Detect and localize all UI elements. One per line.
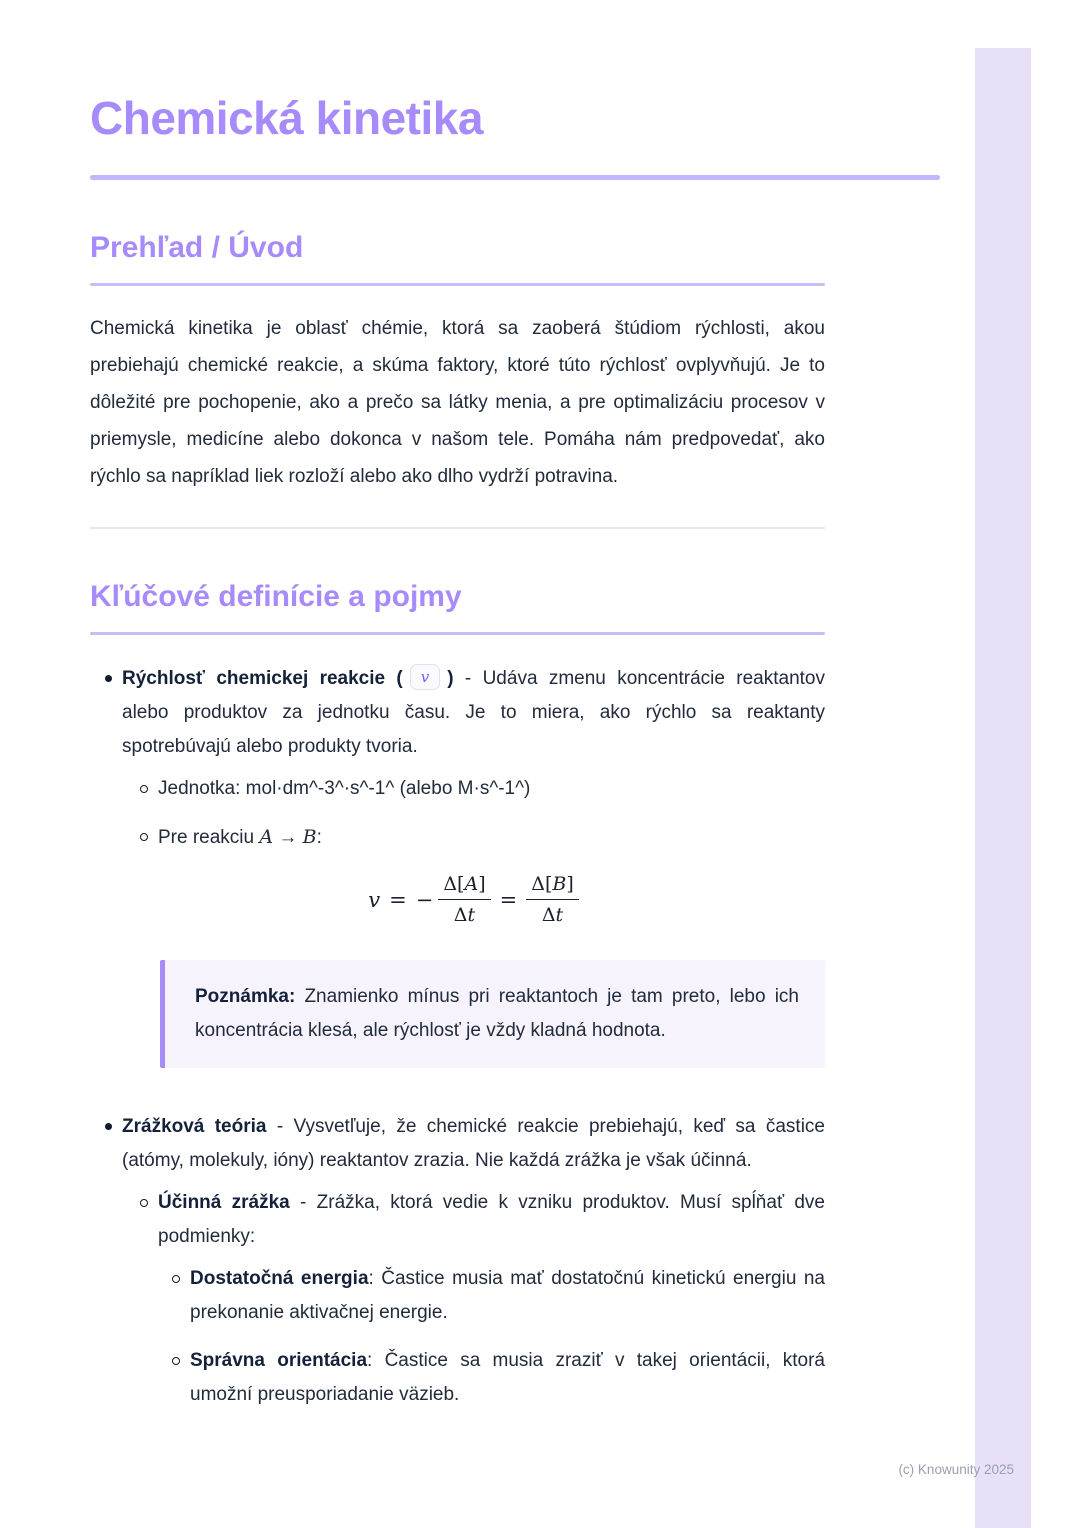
math-token-delta-bracket: Δ[ [443,873,465,895]
math-token-delta: Δ [453,904,468,926]
effective-text [158,1186,825,1254]
note-text: Znamienko mínus pri reaktantoch je tam preto, lebo ich koncentrácia klesá, ale rýchlosť je vždy kladná hodnota. [195,986,799,1041]
math-token-bracket-close: ] [566,873,574,895]
fraction-denominator [542,900,563,926]
section-heading-definitions: Kľúčové definície a pojmy [90,580,462,613]
math-token-v: v [368,887,381,912]
effective-rest: - Zrážka, ktorá vedie k vzniku produktov. Musí spĺňať dve podmienky: [158,1192,825,1247]
bullet-circle-icon [172,1357,180,1365]
note-callout [160,960,825,1068]
math-var-t: t [467,904,476,926]
reaction-arrow: → [273,827,303,848]
reaction-colon: : [316,827,322,848]
section-divider [90,527,825,529]
list-item-collision-body [122,1110,825,1412]
math-token-bracket-close: ] [478,873,486,895]
rate-equation [122,873,825,926]
intro-heading-divider [90,283,825,286]
collision-sub-list [140,1186,825,1412]
bullet-circle-icon [172,1275,180,1283]
orientation-text [190,1344,825,1412]
rate-term-bold: Rýchlosť chemickej reakcie ( [122,668,403,689]
fraction-delta-a [438,873,490,926]
collision-definition-text [122,1110,825,1178]
math-token-delta: Δ [541,904,556,926]
unit-text: Jednotka: mol·dm^-3^·s^-1^ (alebo M·s^-1^) [158,778,531,799]
list-item-orientation [172,1344,825,1412]
intro-paragraph: Chemická kinetika je oblasť chémie, ktorá sa zaoberá štúdiom rýchlosti, akou prebiehajú chemické reakcie, a skúma faktory, ktoré túto rýchlosť ovplyvňujú. Je to dôležité pre pochopenie, ako a prečo sa látky menia, a pre optimalizáciu procesov v priemysle, medicíne alebo dokonca v našom tele. Pomáha nám predpovedať, ako rýchlo sa napríklad liek rozloží alebo ako dlho vydrží potravina. [90,318,825,487]
inline-code-text: v [420,668,430,686]
document-content [90,0,940,1412]
energy-text [190,1262,825,1330]
math-token-minus: − [415,887,434,912]
definitions-list [90,662,825,1412]
math-var-a: A [464,873,479,895]
math-var-a: A [259,826,274,848]
math-var-t: t [555,904,564,926]
orientation-rest: : Častice sa musia zraziť v takej orientácii, ktorá umožní preusporiadanie väzieb. [190,1350,825,1405]
definitions-heading-divider [90,632,825,635]
inline-code-chip [410,664,440,690]
right-margin-strip [975,48,1031,1528]
note-label: Poznámka: [195,986,296,1007]
list-item-effective [140,1186,825,1412]
bullet-circle-icon [140,1199,148,1207]
math-var-b: B [552,873,567,895]
reaction-text [158,820,825,855]
rate-term-bold-close: ) [447,668,454,689]
rate-definition-text [122,662,825,764]
fraction-delta-b [526,873,579,926]
bullet-circle-icon [140,785,148,793]
collision-term-bold: Zrážková teória [122,1116,267,1137]
math-token-equals: = [499,887,518,912]
list-item-rate-body [122,662,825,1072]
rate-definition-rest: - Udáva zmenu koncentrácie reaktantov alebo produktov za jednotku času. Je to miera, ako rýchlo sa reaktanty spotrebúvajú alebo produkty tvoria. [122,668,825,757]
list-item-energy [172,1262,825,1330]
effective-term-bold: Účinná zrážka [158,1192,290,1213]
conditions-list [172,1262,825,1412]
list-item-rate [90,662,825,1072]
title-divider [90,175,940,180]
fraction-denominator [454,900,475,926]
copyright-footer: (c) Knowunity 2025 [898,1462,1014,1477]
collision-definition-rest: - Vysvetľuje, že chemické reakcie prebiehajú, keď sa častice (atómy, molekuly, ióny) reaktantov zrazia. Nie každá zrážka je však účinná. [122,1116,825,1171]
orientation-term-bold: Správna orientácia [190,1350,368,1371]
math-token-delta-bracket: Δ[ [531,873,553,895]
energy-term-bold: Dostatočná energia [190,1268,369,1289]
fraction-numerator [526,873,579,900]
fraction-numerator [438,873,490,900]
section-heading-intro: Prehľad / Úvod [90,231,304,264]
reaction-pre: Pre reakciu [158,827,260,848]
math-token-equals: = [389,887,407,912]
bullet-disc-icon [105,1123,112,1130]
rate-sub-list [140,772,825,855]
math-var-b: B [302,826,317,848]
page-title: Chemická kinetika [90,92,483,144]
bullet-disc-icon [105,675,112,682]
list-item-unit [140,772,825,806]
list-item-reaction [140,820,825,855]
list-item-collision [90,1110,825,1412]
energy-rest: : Častice musia mať dostatočnú kinetickú energiu na prekonanie aktivačnej energie. [190,1268,825,1323]
bullet-circle-icon [140,833,148,841]
